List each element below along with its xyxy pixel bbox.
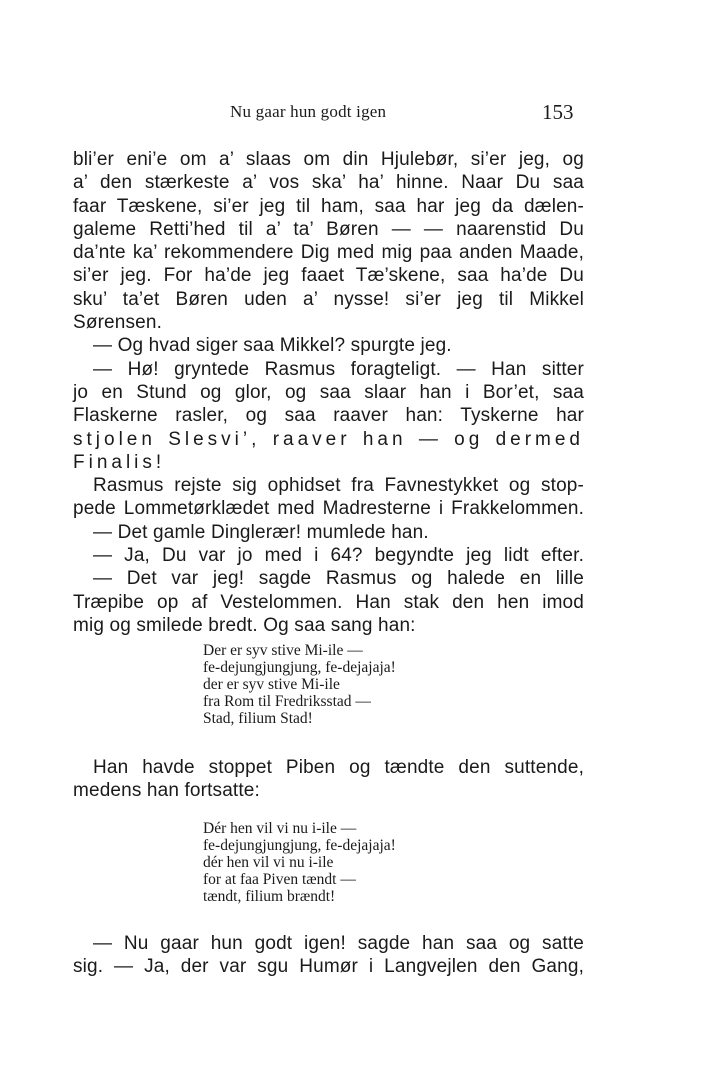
verse-line: dér hen vil vi nu i-ile (203, 854, 334, 871)
text-line: — Nu gaar hun godt igen! sagde han saa og satte (93, 933, 584, 954)
verse-line: fe-dejungjungjung, fe-dejajaja! (203, 837, 396, 854)
text-line: Rasmus rejste sig ophidset fra Favnestykket og stop- (93, 475, 584, 497)
verse-line: tændt, filium brændt! (203, 888, 336, 905)
prose-block-1 (73, 148, 584, 637)
text-line: medens han fortsatte: (73, 780, 260, 802)
running-head (0, 100, 712, 126)
text-line: pede Lommetørklædet med Madresterne i Frakkelommen. (73, 498, 584, 520)
text-line: Flaskerne rasler, og saa raaver han: Tyskerne har (73, 405, 584, 427)
verse-line: Der er syv stive Mi-ile — (203, 642, 363, 659)
text-line: si’er jeg. For ha’de jeg faaet Tæ’skene, saa ha’de Du (73, 265, 584, 287)
verse-stanza-2 (203, 820, 396, 905)
text-line: — Det gamle Dinglerær! mumlede han. (93, 521, 429, 543)
verse-line: der er syv stive Mi-ile (203, 676, 340, 693)
text-line: sig. — Ja, der var sgu Humør i Langvejlen den Gang, (73, 956, 584, 978)
verse-line: Dér hen vil vi nu i-ile — (203, 820, 357, 837)
text-line: faar Tæskene, si’er jeg til ham, saa har jeg da dælen- (73, 195, 584, 217)
text-line: — Det var jeg! sagde Rasmus og halede en lille (93, 568, 584, 590)
text-line: da’nte ka’ rekommendere Dig med mig paa anden Maade, (73, 242, 584, 264)
prose-block-3 (73, 932, 584, 979)
verse-line: Stad, filium Stad! (203, 710, 313, 727)
text-line: Finalis! (73, 451, 166, 473)
text-line: Træpibe op af Vestelommen. Han stak den hen imod (73, 591, 584, 613)
text-line: — Ja, Du var jo med i 64? begyndte jeg lidt efter. (93, 545, 584, 567)
running-title: Nu gaar hun godt igen (230, 102, 387, 121)
text-line: jo en Stund og glor, og saa slaar han i Bor’et, saa (73, 381, 584, 403)
page-number: 153 (542, 100, 574, 124)
verse-stanza-1 (203, 642, 396, 727)
text-line: galeme Retti’hed til a’ ta’ Børen — — naarenstid Du (73, 218, 584, 240)
verse-line: fe-dejungjungjung, fe-dejajaja! (203, 659, 396, 676)
text-line: bli’er eni’e om a’ slaas om din Hjulebør, si’er jeg, og (73, 149, 584, 170)
text-line: Sørensen. (73, 312, 163, 334)
text-line: — Og hvad siger saa Mikkel? spurgte jeg. (93, 335, 452, 357)
text-line: stjolen Slesvi’, raaver han — og dermed (73, 428, 584, 450)
text-line: mig og smilede bredt. Og saa sang han: (73, 614, 416, 636)
text-line: Han havde stoppet Piben og tændte den suttende, (93, 757, 584, 778)
text-line: sku’ ta’et Børen uden a’ nysse! si’er jeg til Mikkel (73, 288, 584, 310)
text-line: — Hø! gryntede Rasmus foragteligt. — Han sitter (93, 358, 584, 380)
verse-line: for at faa Piven tændt — (203, 871, 356, 888)
verse-line: fra Rom til Fredriksstad — (203, 693, 371, 710)
prose-block-2 (73, 756, 584, 803)
text-line: a’ den stærkeste a’ vos ska’ ha’ hinne. Naar Du saa (73, 172, 584, 194)
